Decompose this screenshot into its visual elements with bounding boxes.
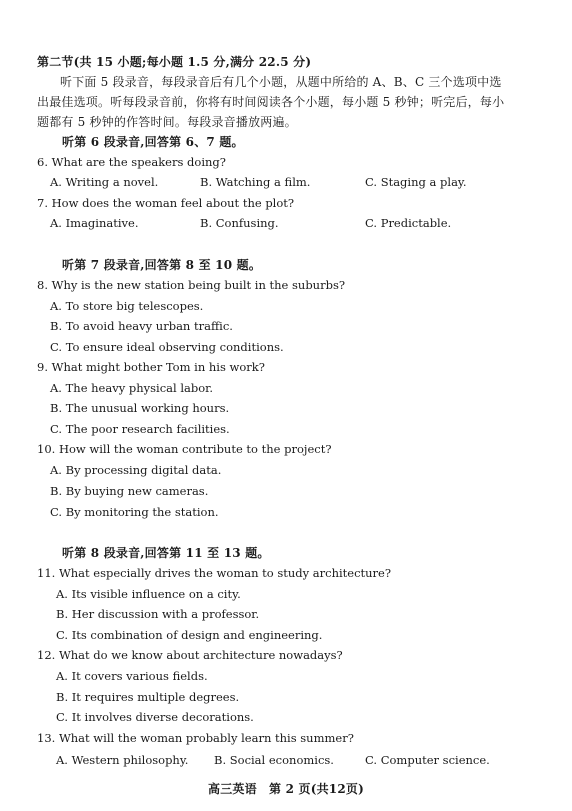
group-label: 听第 7 段录音,回答第 8 至 10 题。	[62, 258, 262, 272]
option-a: A. It covers various fields.	[56, 669, 208, 683]
question-text: 11. What especially drives the woman to study architecture?	[37, 566, 392, 580]
question-text: 9. What might bother Tom in his work?	[37, 360, 265, 374]
option-b: B. Social economics.	[214, 753, 334, 767]
instruction-line-3: 题都有 5 秒钟的作答时间。每段录音播放两遍。	[37, 115, 297, 129]
question-text: 7. How does the woman feel about the plot?	[37, 196, 295, 210]
page-footer: 高三英语 第 2 页(共12页)	[208, 782, 364, 796]
option-a: A. Its visible influence on a city.	[56, 587, 241, 601]
option-c: C. Computer science.	[365, 753, 490, 767]
option-c: C. By monitoring the station.	[50, 505, 219, 519]
instruction-line-2: 出最佳选项。听每段录音前，你将有时间阅读各个小题，每小题 5 秒钟；听完后，每小	[37, 95, 505, 109]
option-c: C. Its combination of design and engineering.	[56, 628, 323, 642]
option-a: A. To store big telescopes.	[50, 299, 204, 313]
option-b: B. Watching a film.	[200, 175, 311, 189]
option-a: A. Writing a novel.	[50, 175, 159, 189]
question-text: 10. How will the woman contribute to the project?	[37, 442, 332, 456]
option-a: A. Imaginative.	[50, 216, 139, 230]
option-b: B. To avoid heavy urban traffic.	[50, 319, 233, 333]
group-label: 听第 8 段录音,回答第 11 至 13 题。	[62, 546, 270, 560]
instruction-line-1: 听下面 5 段录音，每段录音后有几个小题，从题中所给的 A、B、C 三个选项中选	[60, 75, 502, 89]
question-text: 12. What do we know about architecture nowadays?	[37, 648, 343, 662]
question-text: 13. What will the woman probably learn this summer?	[37, 731, 354, 745]
option-a: A. Western philosophy.	[56, 753, 189, 767]
option-b: B. By buying new cameras.	[50, 484, 209, 498]
question-text: 6. What are the speakers doing?	[37, 155, 226, 169]
option-a: A. By processing digital data.	[50, 463, 222, 477]
section-heading: 第二节(共 15 小题;每小题 1.5 分,满分 22.5 分)	[37, 55, 312, 69]
group-label: 听第 6 段录音,回答第 6、7 题。	[62, 135, 244, 149]
option-c: C. Predictable.	[365, 216, 452, 230]
option-a: A. The heavy physical labor.	[50, 381, 214, 395]
option-c: C. To ensure ideal observing conditions.	[50, 340, 284, 354]
question-text: 8. Why is the new station being built in the suburbs?	[37, 278, 346, 292]
option-b: B. Her discussion with a professor.	[56, 607, 260, 621]
option-b: B. Confusing.	[200, 216, 279, 230]
option-b: B. The unusual working hours.	[50, 401, 230, 415]
option-b: B. It requires multiple degrees.	[56, 690, 240, 704]
option-c: C. Staging a play.	[365, 175, 467, 189]
option-c: C. The poor research facilities.	[50, 422, 230, 436]
option-c: C. It involves diverse decorations.	[56, 710, 254, 724]
